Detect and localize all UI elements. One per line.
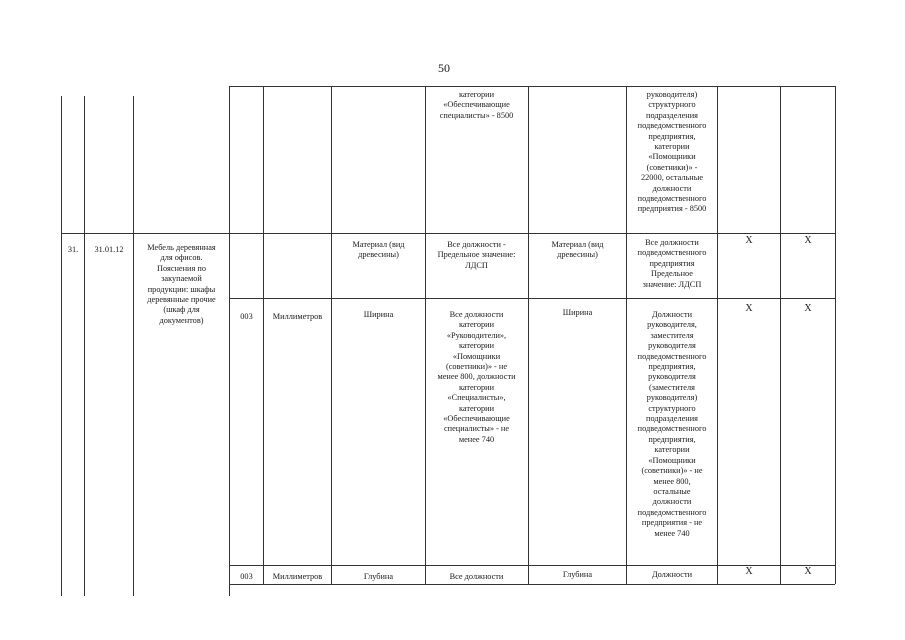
material-characteristic-2: Материал (вид древесины) bbox=[551, 240, 604, 260]
continued-col-e: категории «Обеспечивающие специалисты» - 8500 bbox=[439, 90, 514, 120]
depth-value: Все должности bbox=[449, 572, 504, 581]
depth-mark-2: X bbox=[804, 566, 812, 577]
product-name: Мебель деревянная для офисов. Пояснения по закупаемой продукции: шкафы деревянные прочие (шкаф для документов) bbox=[147, 243, 216, 325]
depth-characteristic: Глубина bbox=[363, 572, 394, 581]
width-unit-code: 003 bbox=[240, 312, 253, 321]
material-value-2: Все должности подведомственного предприятия Предельное значение: ЛДСП bbox=[637, 238, 707, 289]
width-mark-2: X bbox=[804, 303, 812, 314]
depth-unit-name: Миллиметров bbox=[272, 572, 323, 581]
width-characteristic: Ширина bbox=[363, 310, 394, 319]
depth-characteristic-2: Глубина bbox=[562, 570, 593, 579]
material-mark-1: X bbox=[745, 235, 753, 246]
width-characteristic-2: Ширина bbox=[562, 308, 593, 317]
okpd-code: 31.01.12 bbox=[94, 245, 124, 254]
width-value-2: Должности руководителя, заместителя руководителя подведомственного предприятия, руководителя (заместителя руководителя) структурного подразделения подведомственного предприятия, категории «Помощники (советники)» - не менее 800, остальные должности подведомственного предприятия - не менее 740 bbox=[637, 310, 707, 538]
width-mark-1: X bbox=[745, 303, 753, 314]
width-unit-name: Миллиметров bbox=[272, 312, 323, 321]
material-value: Все должности - Предельное значение: ЛДСП bbox=[437, 240, 516, 270]
width-value: Все должности категории «Руководители», категории «Помощники (советники)» - не менее 800, должности категории «Специалисты», категории «Обеспечивающие специалисты» - не менее 740 bbox=[437, 310, 516, 444]
continued-col-g: руководителя) структурного подразделения подведомственного предприятия, категории «Помощники (советники)» - 22000, остальные должности подведомственного предприятия - 8500 bbox=[637, 90, 707, 214]
depth-value-2: Должности bbox=[651, 570, 693, 579]
row-number: 31. bbox=[67, 245, 79, 254]
page-number: 50 bbox=[438, 61, 450, 75]
depth-mark-1: X bbox=[745, 566, 753, 577]
depth-unit-code: 003 bbox=[240, 572, 253, 581]
material-characteristic: Материал (вид древесины) bbox=[352, 240, 405, 260]
material-mark-2: X bbox=[804, 235, 812, 246]
